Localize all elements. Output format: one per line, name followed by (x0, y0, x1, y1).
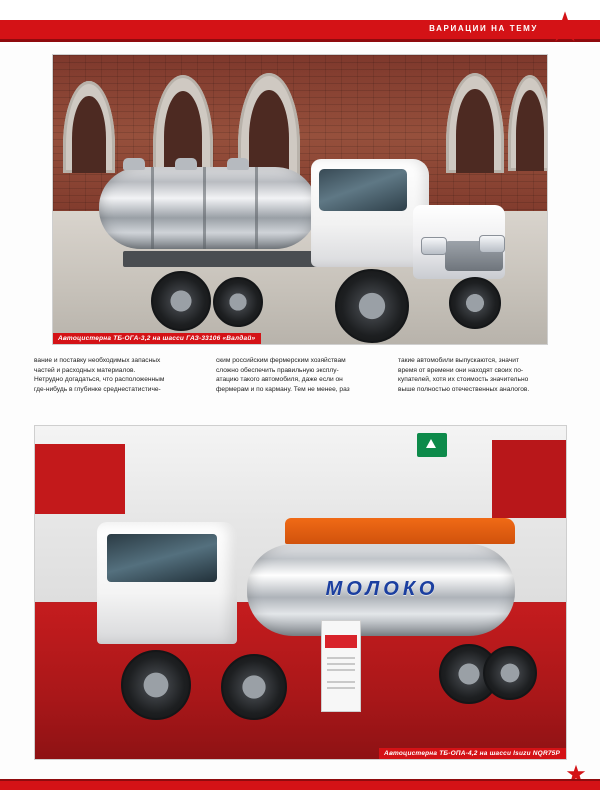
headlight-icon (479, 235, 505, 253)
text-line: выше полностью отечественных аналогов. (398, 385, 530, 393)
text-line: атацию такого автомобиля, даже если он (216, 376, 343, 384)
cab-window (319, 169, 407, 211)
headlight-icon (421, 237, 447, 255)
truck-wheel (221, 654, 287, 720)
text-line: где-нибудь в глубинке среднестатистиче- (34, 385, 161, 393)
figure-caption: Автоцистерна ТБ-ОГА-3,2 на шасси ГАЗ-33106 «Валдай» (53, 333, 261, 344)
text-line: время от времени они находят своих по- (398, 366, 524, 374)
text-line: фермерам и по карману. Тем не менее, раз (216, 385, 350, 393)
photo-scene-isuzu (35, 426, 566, 759)
text-column-1 (34, 356, 203, 394)
text-line: частей и расходных материалов. (34, 366, 136, 374)
arch-decor (63, 81, 115, 173)
truck-wheel (121, 650, 191, 720)
truck-cab (97, 522, 237, 644)
article-text-columns (34, 356, 567, 394)
truck-wheel (335, 269, 409, 343)
text-line: такие автомобили выпускаются, значит (398, 357, 519, 364)
footer-red-bar (0, 781, 600, 790)
figure-gaz-valdai (52, 54, 548, 345)
placard-logo (325, 635, 357, 648)
text-line: ским российским фермерским хозяйствам (216, 357, 346, 364)
truck-wheel (151, 271, 211, 331)
figure-caption: Автоцистерна ТБ-ОПА-4,2 на шасси Isuzu NQR75P (379, 748, 566, 759)
tank-lettering: МОЛОКО (325, 578, 439, 600)
text-line: сложно обеспечить правильную эксплу- (216, 366, 339, 374)
text-line: вание и поставку необходимых запасных (34, 357, 161, 364)
truck-wheel (449, 277, 501, 329)
truck-wheel (213, 277, 263, 327)
tank-top-orange-strip (285, 518, 515, 544)
exit-sign-icon (417, 433, 447, 457)
truck-wheel (483, 646, 537, 700)
header-dark-bar (0, 39, 600, 42)
text-column-3 (398, 356, 567, 394)
arch-decor (446, 73, 504, 173)
red-wall-panel (492, 440, 566, 518)
text-line: Нетрудно догадаться, что расположенным (34, 376, 165, 384)
page-header (0, 0, 600, 46)
text-line: купателей, хотя их стоимость значительно (398, 376, 529, 384)
figure-isuzu (34, 425, 567, 760)
milk-tank-body (99, 167, 317, 249)
arch-decor (508, 75, 548, 171)
truck-cab (311, 159, 429, 267)
page-title: ВАРИАЦИИ НА ТЕМУ (429, 24, 538, 33)
star-icon (548, 10, 582, 44)
photo-scene-gaz (53, 55, 547, 344)
info-placard (321, 620, 361, 712)
cab-window (107, 534, 217, 582)
red-wall-panel (35, 444, 125, 515)
text-column-2 (216, 356, 385, 394)
